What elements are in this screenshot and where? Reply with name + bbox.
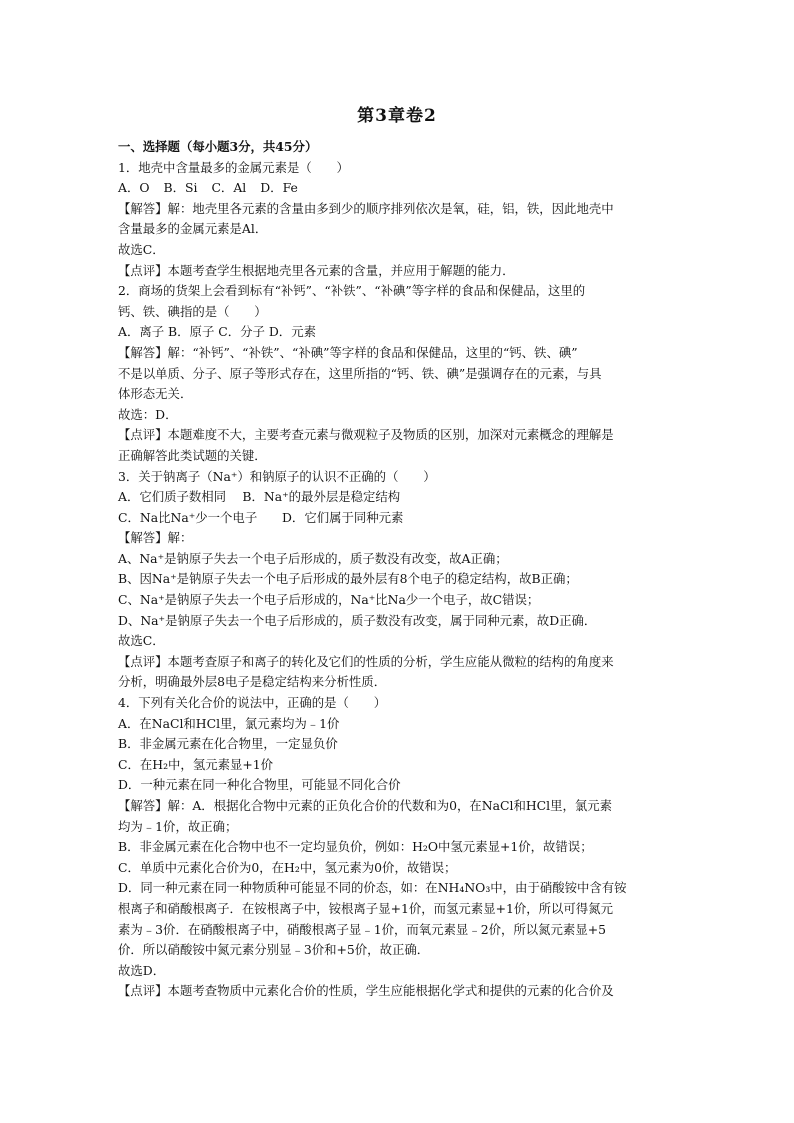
q1-options [118, 178, 678, 199]
q1-option-d: D．Fe [260, 180, 298, 196]
q4-stem: 4．下列有关化合价的说法中，正确的是（ ） [118, 695, 387, 711]
q3-answer-line: B、因Na⁺是钠原子失去一个电子后形成的最外层有8个电子的稳定结构，故B正确； [118, 571, 578, 587]
q4-option-b: B．非金属元素在化合物里，一定显负价 [118, 736, 338, 752]
document-body [118, 137, 678, 1002]
q1-comment: 【点评】本题考查学生根据地壳里各元素的含量，并应用于解题的能力． [118, 262, 515, 278]
q2-answer-line: 体形态无关． [118, 386, 193, 402]
q3-answer-line: C、Na⁺是钠原子失去一个电子后形成的，Na⁺比Na少一个电子，故C错误； [118, 592, 540, 608]
q3-answer-line: A、Na⁺是钠原子失去一个电子后形成的，质子数没有改变，故A正确； [118, 550, 508, 566]
q4-answer-line: 素为﹣3价．在硝酸根离子中，硝酸根离子显﹣1价，而氧元素显﹣2价，所以氮元素显+5 [118, 921, 606, 937]
q2-choice: 故选：D． [118, 406, 178, 422]
section-heading: 一、选择题（每小题3分，共45分） [118, 139, 318, 154]
q1-option-b: B．Si [163, 180, 198, 196]
q2-answer-line: 【解答】解：“补钙”、“补铁”、“补碘”等字样的食品和保健品，这里的“钙、铁、碘” [118, 344, 578, 360]
q1-option-c: C．Al [211, 180, 247, 196]
q4-answer-line: 根离子和硝酸根离子．在铵根离子中，铵根离子显+1价，而氢元素显+1价，所以可得氮元 [118, 900, 613, 916]
q1-answer-line: 【解答】解：地壳里各元素的含量由多到少的顺序排列依次是氧，硅，铝，铁，因此地壳中 [118, 200, 614, 216]
q4-answer-line: D．同一种元素在同一种物质种可能显不同的价态，如：在NH₄NO₃中，由于硝酸铵中含有铵 [118, 880, 627, 896]
q4-answer-line: C．单质中元素化合价为0，在H₂中，氢元素为0价，故错误； [118, 859, 457, 875]
page-title: 第3章卷2 [357, 106, 437, 126]
q4-answer-line: 价．所以硝酸铵中氮元素分别显﹣3价和+5价，故正确． [118, 942, 430, 958]
q3-options-line: A．它们质子数相同 B．Na⁺的最外层是稳定结构 [118, 489, 401, 505]
q4-choice: 故选D． [118, 962, 166, 978]
q1-choice: 故选C． [118, 241, 165, 257]
q4-answer-line: B．非金属元素在化合物中也不一定均显负价，例如：H₂O中氢元素显+1价，故错误； [118, 839, 593, 855]
q4-answer-line: 均为﹣1价，故正确； [118, 818, 238, 834]
q2-comment-line: 【点评】本题难度不大，主要考查元素与微观粒子及物质的区别，加深对元素概念的理解是 [118, 427, 614, 443]
q1-option-a: A．O [118, 180, 150, 196]
q2-stem-line: 钙、铁、碘指的是（ ） [118, 303, 267, 319]
q3-answer-line: D、Na⁺是钠原子失去一个电子后形成的，质子数没有改变，属于同种元素，故D正确． [118, 612, 597, 628]
q4-option-d: D．一种元素在同一种化合物里，可能显不同化合价 [118, 777, 401, 793]
q3-stem: 3．关于钠离子（Na⁺）和钠原子的认识不正确的（ ） [118, 468, 436, 484]
q1-answer-line: 含量最多的金属元素是Al． [118, 221, 268, 237]
q2-comment-line: 正确解答此类试题的关键． [118, 447, 267, 463]
q1-stem: 1．地壳中含量最多的金属元素是（ ） [118, 159, 349, 175]
q3-choice: 故选C． [118, 633, 165, 649]
q2-options: A．离子 B．原子 C．分子 D．元素 [118, 324, 316, 340]
q3-options-line: C．Na比Na⁺少一个电子 D．它们属于同种元素 [118, 509, 404, 525]
q4-option-c: C．在H₂中，氢元素显+1价 [118, 756, 274, 772]
q3-comment-line: 分析，明确最外层8电子是稳定结构来分析性质． [118, 674, 387, 690]
q3-comment-line: 【点评】本题考查原子和离子的转化及它们的性质的分析，学生应能从微粒的结构的角度来 [118, 653, 614, 669]
q2-answer-line: 不是以单质、分子、原子等形式存在，这里所指的“钙、铁、碘”是强调存在的元素，与具 [118, 365, 602, 381]
q2-stem-line: 2．商场的货架上会看到标有“补钙”、“补铁”、“补碘”等字样的食品和保健品，这里的 [118, 283, 586, 299]
q4-comment: 【点评】本题考查物质中元素化合价的性质，学生应能根据化学式和提供的元素的化合价及 [118, 983, 614, 999]
q4-answer-line: 【解答】解：A．根据化合物中元素的正负化合价的代数和为0，在NaCl和HCl里，氯元素 [118, 798, 613, 813]
q4-option-a: A．在NaCl和HCl里，氯元素均为﹣1价 [118, 715, 340, 731]
q3-answer-label: 【解答】解： [118, 530, 193, 546]
